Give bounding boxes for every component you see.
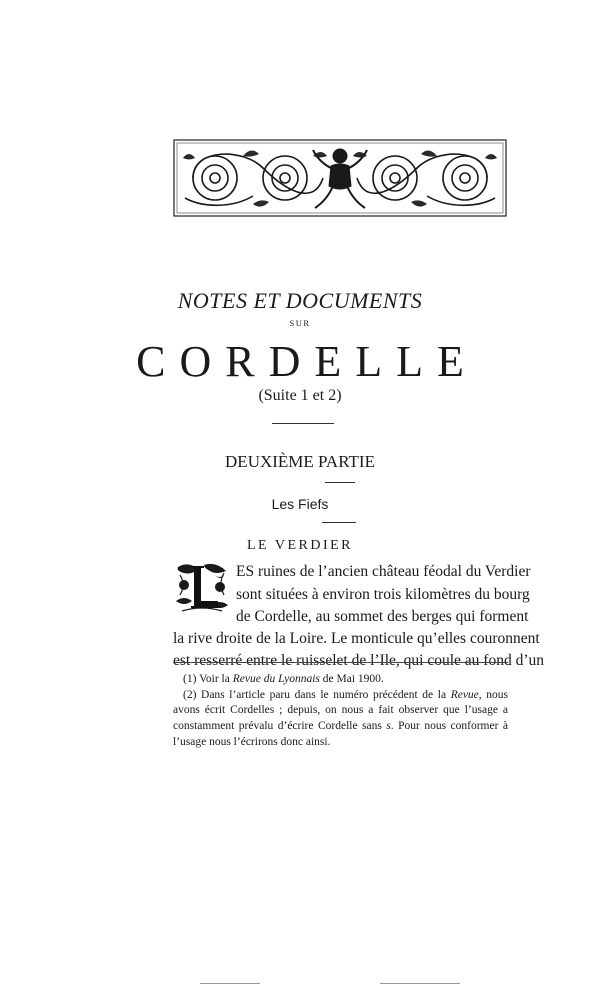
footnote-1: [173, 672, 508, 688]
title-notes-et-documents: NOTES ET DOCUMENTS: [177, 288, 423, 313]
bottom-rule-right: [380, 983, 460, 984]
part-divider: [325, 482, 355, 483]
foliate-scroll-headpiece-icon: [173, 138, 507, 218]
footnote-2-l3-pre: constamment prévalu d’écrire Cordelle sans: [173, 720, 387, 732]
body-line-3: de Cordelle, au sommet des berges qui forment: [236, 608, 529, 625]
footnote-2-post: nous: [481, 689, 508, 701]
footnote-1-italic: Revue du Lyonnais: [232, 673, 320, 685]
body-line-2: sont situées à environ trois kilomètres du bourg: [236, 586, 530, 603]
subsection-title: Les Fiefs: [271, 496, 329, 512]
footnote-separator: [173, 662, 508, 663]
title-cordelle: CORDELLE: [136, 337, 478, 386]
footnote-2-line-3: [173, 719, 508, 735]
part-title: DEUXIÈME PARTIE: [225, 452, 375, 471]
title-sur: SUR: [289, 318, 311, 328]
footnote-2-l3-italic: s: [386, 720, 391, 732]
title-divider: [272, 423, 334, 424]
body-line-1: ES ruines de l’ancien château féodal du Verdier: [236, 563, 531, 580]
footnote-1-pre: (1) Voir la: [183, 673, 233, 685]
place-heading: LE VERDIER: [246, 538, 353, 553]
footnote-2-italic: Revue,: [450, 689, 482, 701]
footnote-2-pre: (2) Dans l’article paru dans le numéro précédent de la: [183, 689, 451, 701]
footnote-2-l3-post: . Pour nous conformer à: [390, 720, 509, 732]
body-line-4: la rive droite de la Loire. Le monticule qu’elles couronnent: [173, 630, 540, 647]
ornamental-dropcap-icon: [174, 561, 230, 615]
footnote-2-line-4: l’usage nous l’écrirons donc ainsi.: [173, 736, 331, 748]
title-suite: (Suite 1 et 2): [258, 387, 342, 404]
subsection-divider: [322, 522, 356, 523]
footnote-1-post: de Mai 1900.: [319, 673, 384, 685]
footnote-2-line-2: avons écrit Cordelles ; depuis, on nous a fait observer que l’usage a: [173, 704, 508, 716]
footnote-2-line-1: [173, 688, 508, 704]
body-line-5: est resserré entre le ruisselet de l’Ile, qui coule au fond d’un: [173, 652, 544, 669]
bottom-rule-left: [200, 983, 260, 984]
